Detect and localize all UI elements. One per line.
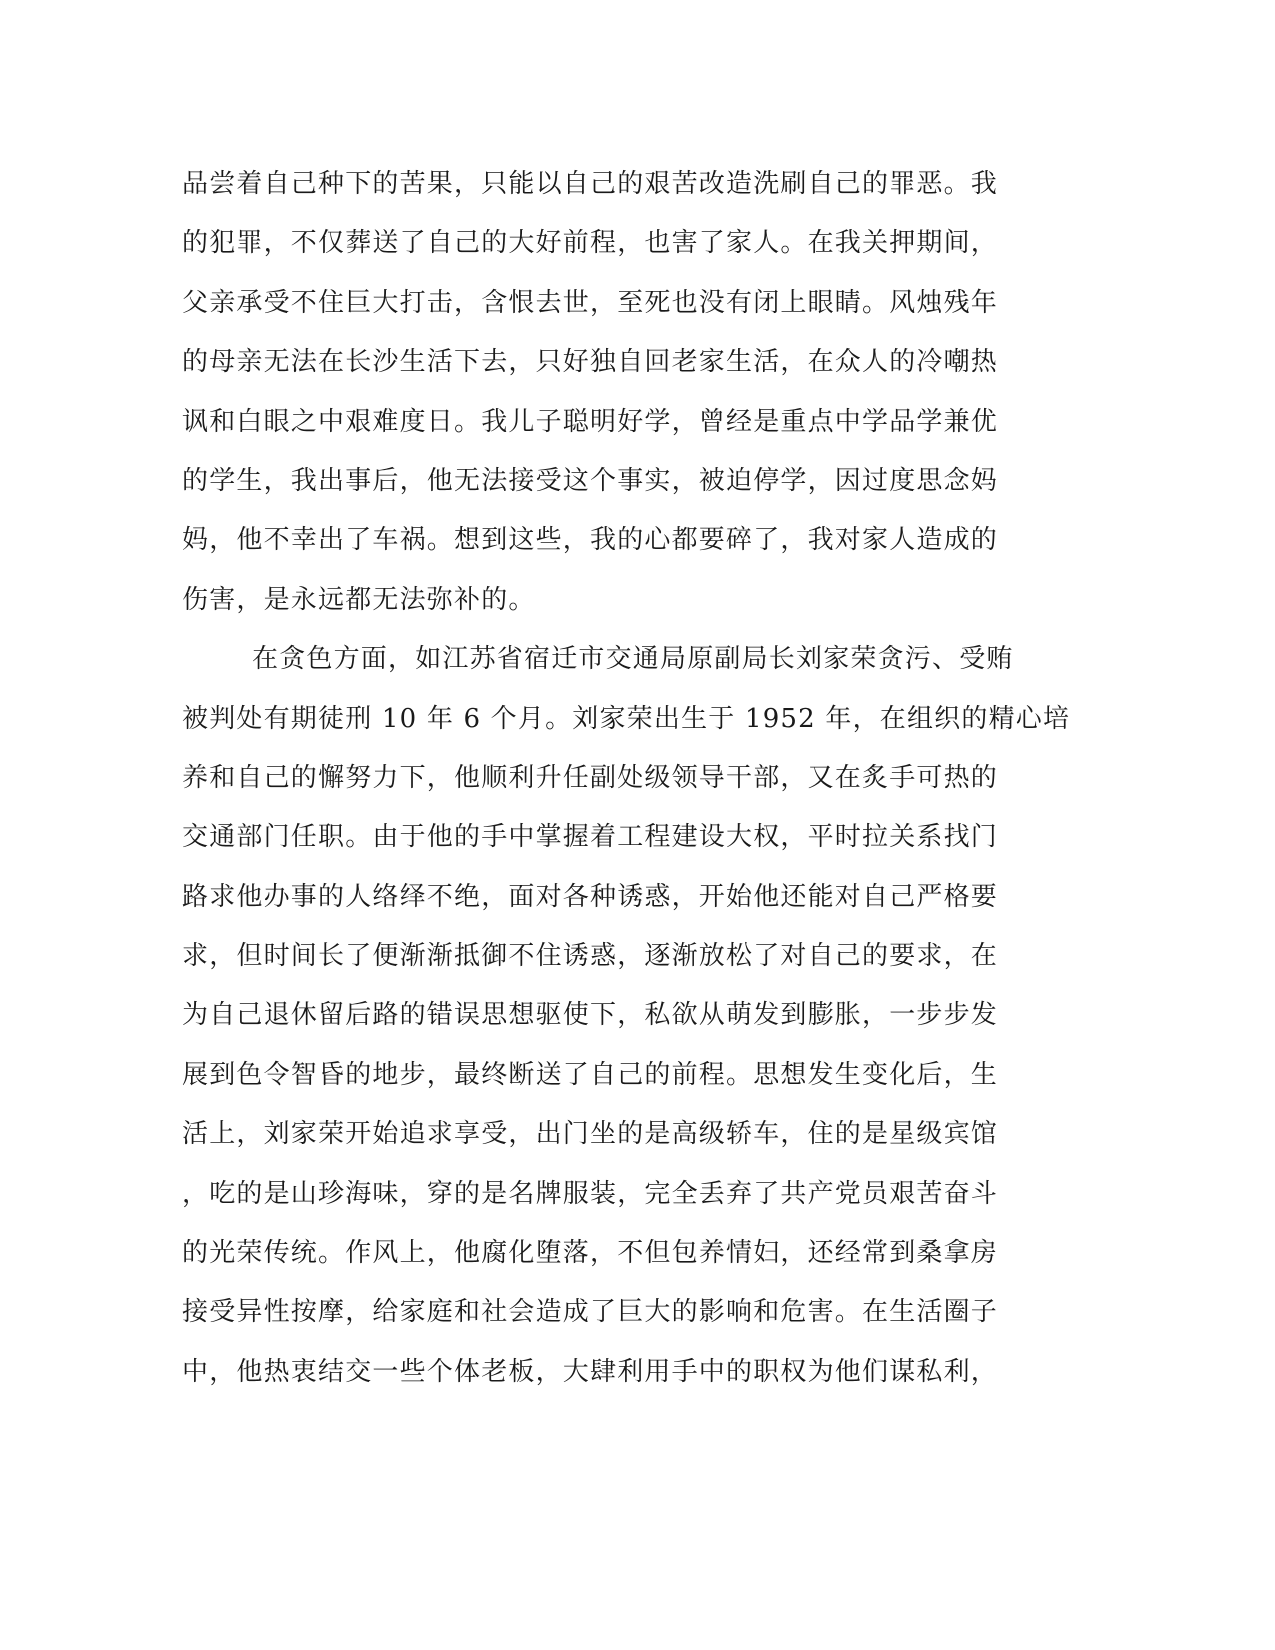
text-line: 父亲承受不住巨大打击，含恨去世，至死也没有闭上眼睛。风烛残年 <box>182 287 999 318</box>
text-line: 的学生，我出事后，他无法接受这个事实，被迫停学，因过度思念妈 <box>182 465 999 496</box>
text-line: 被判处有期徒刑 10 年 6 个月。刘家荣出生于 1952 年，在组织的精心培 <box>182 703 1071 734</box>
document-body <box>182 164 1082 1411</box>
text-line: 活上，刘家荣开始追求享受，出门坐的是高级轿车，住的是星级宾馆 <box>182 1119 999 1150</box>
text-line: 的光荣传统。作风上，他腐化堕落，不但包养情妇，还经常到桑拿房 <box>182 1238 999 1269</box>
text-line: ，吃的是山珍海味，穿的是名牌服装，完全丢弃了共产党员艰苦奋斗 <box>182 1178 999 1209</box>
text-line: 中，他热衷结交一些个体老板，大肆利用手中的职权为他们谋私利， <box>182 1356 999 1387</box>
text-line: 妈，他不幸出了车祸。想到这些，我的心都要碎了，我对家人造成的 <box>182 525 999 556</box>
text-line: 交通部门任职。由于他的手中掌握着工程建设大权，平时拉关系找门 <box>182 822 999 853</box>
text-line: 的母亲无法在长沙生活下去，只好独自回老家生活，在众人的冷嘲热 <box>182 347 999 378</box>
text-line: 品尝着自己种下的苦果，只能以自己的艰苦改造洗刷自己的罪恶。我 <box>182 169 999 199</box>
text-line-paragraph-start: 在贪色方面，如江苏省宿迁市交通局原副局长刘家荣贪污、受贿 <box>252 644 1014 675</box>
text-line: 为自己退休留后路的错误思想驱使下，私欲从萌发到膨胀，一步步发 <box>182 1000 999 1031</box>
text-line: 的犯罪，不仅葬送了自己的大好前程，也害了家人。在我关押期间， <box>182 228 999 259</box>
text-line: 伤害，是永远都无法弥补的。 <box>182 584 536 615</box>
text-line: 讽和白眼之中艰难度日。我儿子聪明好学，曾经是重点中学品学兼优 <box>182 406 999 437</box>
text-line: 养和自己的懈努力下，他顺利升任副处级领导干部，又在炙手可热的 <box>182 762 999 793</box>
text-line: 路求他办事的人络绎不绝，面对各种诱惑，开始他还能对自己严格要 <box>182 881 999 912</box>
text-line: 展到色令智昏的地步，最终断送了自己的前程。思想发生变化后，生 <box>182 1059 999 1090</box>
text-line: 接受异性按摩，给家庭和社会造成了巨大的影响和危害。在生活圈子 <box>182 1297 999 1328</box>
text-line: 求，但时间长了便渐渐抵御不住诱惑，逐渐放松了对自己的要求，在 <box>182 941 999 972</box>
